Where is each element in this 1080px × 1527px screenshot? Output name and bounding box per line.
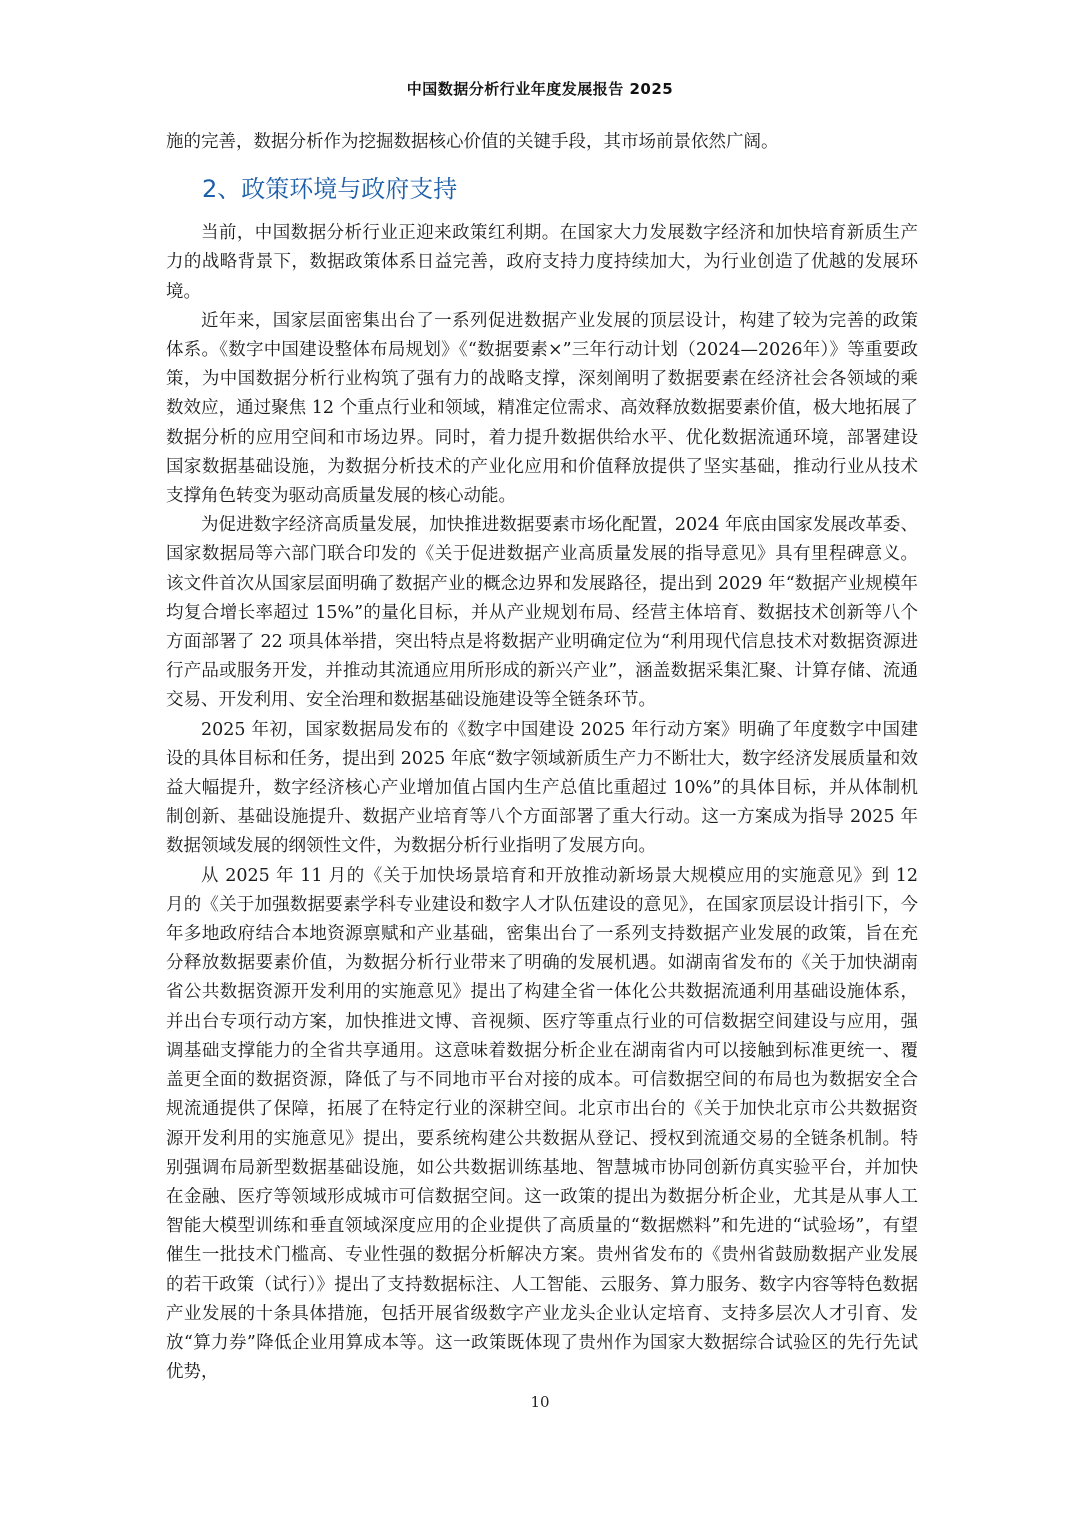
body-paragraph-1: 当前，中国数据分析行业正迎来政策红利期。在国家大力发展数字经济和加快培育新质生产力的战略背景下，数据政策体系日益完善，政府支持力度持续加大，为行业创造了优越的发展环境。 <box>166 223 918 302</box>
page-number: 10 <box>530 1393 550 1411</box>
body-content <box>166 128 918 1387</box>
body-paragraph-5: 从 2025 年 11 月的《关于加快场景培育和开放推动新场景大规模应用的实施意见》到 12 月的《关于加强数据要素学科专业建设和数字人才队伍建设的意见》，在国家顶层设计指引下，今年多地政府结合本地资源禀赋和产业基础，密集出台了一系列支持数据产业发展的政策，旨在充分释放数据要素价值，为数据分析行业带来了明确的发展机遇。如湖南省发布的《关于加快湖南省公共数据资源开发利用的实施意见》提出了构建全省一体化公共数据流通利用基础设施体系，并出台专项行动方案，加快推进文博、音视频、医疗等重点行业的可信数据空间建设与应用，强调基础支撑能力的全省共享通用。这意味着数据分析企业在湖南省内可以接触到标准更统一、覆盖更全面的数据资源，降低了与不同地市平台对接的成本。可信数据空间的布局也为数据安全合规流通提供了保障，拓展了在特定行业的深耕空间。北京市出台的《关于加快北京市公共数据资源开发利用的实施意见》提出，要系统构建公共数据从登记、授权到流通交易的全链条机制。特别强调布局新型数据基础设施，如公共数据训练基地、智慧城市协同创新仿真实验平台，并加快在金融、医疗等领域形成城市可信数据空间。这一政策的提出为数据分析企业，尤其是从事人工智能大模型训练和垂直领域深度应用的企业提供了高质量的“数据燃料”和先进的“试验场”，有望催生一批技术门槛高、专业性强的数据分析解决方案。贵州省发布的《贵州省鼓励数据产业发展的若干政策（试行）》提出了支持数据标注、人工智能、云服务、算力服务、数字内容等特色数据产业发展的十条具体措施，包括开展省级数字产业龙头企业认定培育、支持多层次人才引育、发放“算力券”降低企业用算成本等。这一政策既体现了贵州作为国家大数据综合试验区的先行先试优势， <box>166 865 918 1383</box>
body-paragraph-4: 2025 年初，国家数据局发布的《数字中国建设 2025 年行动方案》明确了年度数字中国建设的具体目标和任务，提出到 2025 年底“数字领域新质生产力不断壮大，数字经济发展质量和效益大幅提升，数字经济核心产业增加值占国内生产总值比重超过 10%”的具体目标，并从体制机制创新、基础设施提升、数据产业培育等八个方面部署了重大行动。这一方案成为指导 2025 年数据领域发展的纲领性文件，为数据分析行业指明了发展方向。 <box>166 719 918 857</box>
running-header-title: 中国数据分析行业年度发展报告 2025 <box>406 80 674 98</box>
section-heading: 2、政策环境与政府支持 <box>202 175 458 204</box>
body-paragraph-3: 为促进数字经济高质量发展，加快推进数据要素市场化配置，2024 年底由国家发展改革委、国家数据局等六部门联合印发的《关于促进数据产业高质量发展的指导意见》具有里程碑意义。该文件首次从国家层面明确了数据产业的概念边界和发展路径，提出到 2029 年“数据产业规模年均复合增长率超过 15%”的量化目标，并从产业规划布局、经营主体培育、数据技术创新等八个方面部署了 22 项具体举措，突出特点是将数据产业明确定位为“利用现代信息技术对数据资源进行产品或服务开发，并推动其流通应用所形成的新兴产业”，涵盖数据采集汇聚、计算存储、流通交易、开发利用、安全治理和数据基础设施建设等全链条环节。 <box>166 515 918 711</box>
body-paragraph-2: 近年来，国家层面密集出台了一系列促进数据产业发展的顶层设计，构建了较为完善的政策体系。《数字中国建设整体布局规划》《“数据要素×”三年行动计划（2024—2026年）》等重要政策，为中国数据分析行业构筑了强有力的战略支撑，深刻阐明了数据要素在经济社会各领域的乘数效应，通过聚焦 12 个重点行业和领域，精准定位需求、高效释放数据要素价值，极大地拓展了数据分析的应用空间和市场边界。同时，着力提升数据供给水平、优化数据流通环境，部署建设国家数据基础设施，为数据分析技术的产业化应用和价值释放提供了坚实基础，推动行业从技术支撑角色转变为驱动高质量发展的核心动能。 <box>166 310 918 507</box>
continuation-paragraph: 施的完善，数据分析作为挖掘数据核心价值的关键手段，其市场前景依然广阔。 <box>166 132 779 152</box>
